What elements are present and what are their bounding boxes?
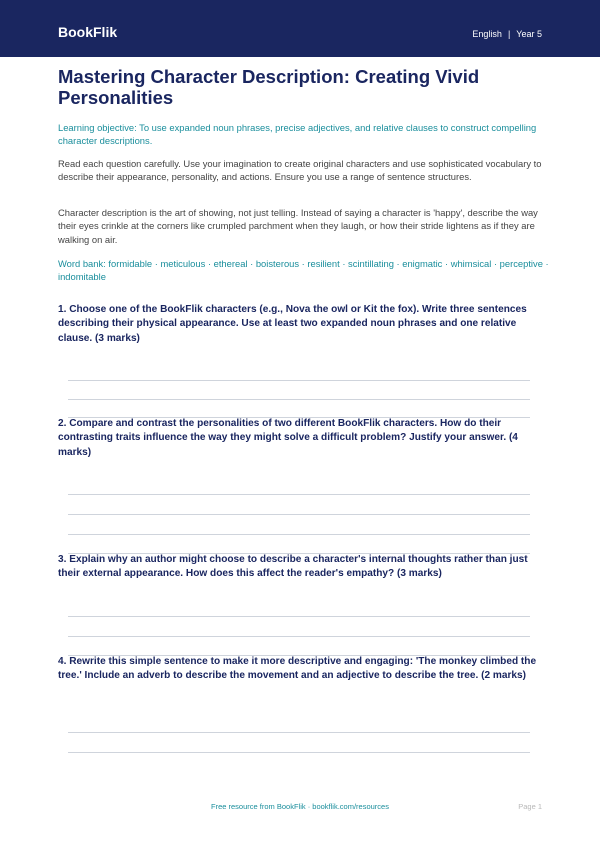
header-bar [0, 0, 600, 57]
brand-logo[interactable]: BookFlik [58, 24, 118, 40]
learning-objective: Learning objective: To use expanded noun phrases, precise adjectives, and relative clauses to construct compelling character descriptions. [58, 122, 537, 146]
meta-separator: | [507, 29, 511, 39]
subject-label: English [472, 29, 502, 39]
answer-line[interactable] [68, 752, 530, 753]
page-number: Page 1 [518, 802, 542, 811]
question-4: 4. Rewrite this simple sentence to make it more descriptive and engaging: 'The monkey climbed the tree.' Include an adverb to describe the movement and an adjective to describe the tree. (2 marks) [58, 656, 537, 682]
header-meta [472, 28, 542, 40]
answer-line[interactable] [68, 636, 530, 637]
worksheet-title: Mastering Character Description: Creating Vivid Personalities [58, 66, 480, 108]
answer-line[interactable] [68, 514, 530, 515]
question-2: 2. Compare and contrast the personalities of two different BookFlik characters. How do their contrasting traits influence the way they might solve a difficult problem? Justify your answer. (4 marks) [58, 418, 518, 458]
instructions-paragraph: Read each question carefully. Use your imagination to create original characters and use sophisticated vocabulary to describe their appearance, personality, and actions. Ensure you use a range of sentence structures. [58, 158, 542, 183]
question-1: 1. Choose one of the BookFlik characters (e.g., Nova the owl or Kit the fox). Write three sentences describing their physical appearance. Use at least two expanded noun phrases and one relative clause. (3 marks) [58, 304, 527, 344]
footer-resource-link[interactable]: Free resource from BookFlik · bookflik.com/resources [211, 802, 389, 811]
word-bank: Word bank: formidable · meticulous · ethereal · boisterous · resilient · scintillating · enigmatic · whimsical · perceptive · indomitable [58, 258, 549, 282]
intro-paragraph: Character description is the art of showing, not just telling. Instead of saying a character is 'happy', describe the way their eyes crinkle at the corners like crumpled parchment when they laugh, or how their stride lightens as if they are walking on air. [58, 207, 538, 245]
year-label: Year 5 [516, 29, 542, 39]
answer-line[interactable] [68, 494, 530, 495]
answer-line[interactable] [68, 380, 530, 381]
answer-line[interactable] [68, 732, 530, 733]
answer-line[interactable] [68, 534, 530, 535]
answer-line[interactable] [68, 399, 530, 400]
question-3: 3. Explain why an author might choose to describe a character's internal thoughts rather than just their external appearance. How does this affect the reader's empathy? (3 marks) [58, 554, 528, 580]
answer-line[interactable] [68, 616, 530, 617]
